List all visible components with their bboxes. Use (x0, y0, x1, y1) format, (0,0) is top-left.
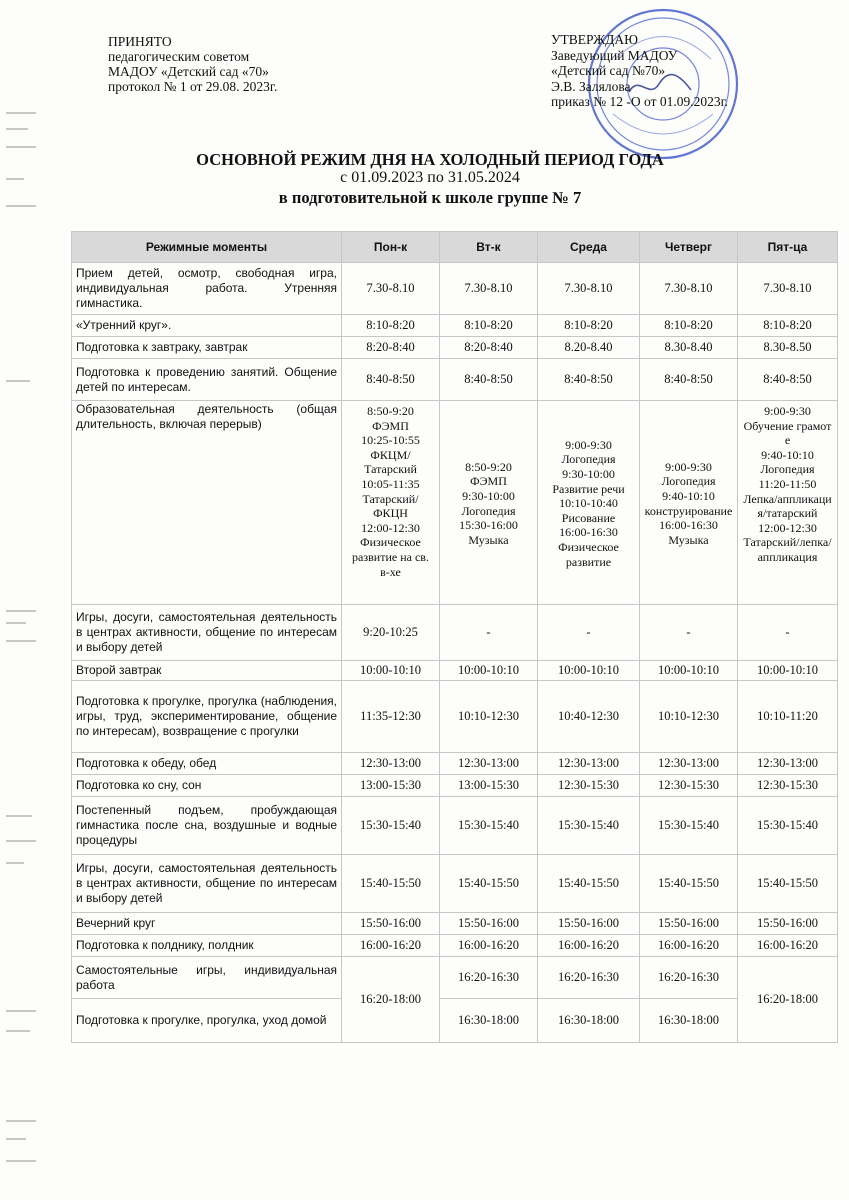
table-row (72, 999, 838, 1043)
time-cell: 8:40-8:50 (640, 359, 738, 401)
moment-cell: Подготовка ко сну, сон (72, 775, 342, 797)
time-cell: 7.30-8.10 (440, 263, 538, 315)
header-cell-friday: Пят-ца (738, 232, 838, 263)
time-cell: 8.30-8.40 (640, 337, 738, 359)
time-cell: 15:40-15:50 (440, 855, 538, 913)
moment-cell: Постепенный подъем, пробуждающая гимнастика после сна, воздушные и водные процедуры (72, 797, 342, 855)
title-group: в подготовительной к школе группе № 7 (278, 188, 582, 207)
approval-line: МАДОУ «Детский сад «70» (108, 64, 269, 79)
table-row (72, 661, 838, 681)
time-cell: 8:10-8:20 (738, 315, 838, 337)
time-cell: 7.30-8.10 (738, 263, 838, 315)
confirmation-line: приказ № 12 -О от 01.09.2023г. (551, 94, 728, 109)
time-cell: 8:20-8:40 (440, 337, 538, 359)
moment-cell: Прием детей, осмотр, свободная игра, индивидуальная работа. Утренняя гимнастика. (72, 263, 342, 315)
moment-cell: Образовательная деятельность (общая длительность, включая перерыв) (72, 401, 342, 605)
time-cell: 13:00-15:30 (440, 775, 538, 797)
time-cell: 16:00-16:20 (440, 935, 538, 957)
time-cell: 7.30-8.10 (538, 263, 640, 315)
time-cell: - (640, 605, 738, 661)
education-cell: 8:50-9:20 ФЭМП 9:30-10:00 Логопедия 15:30-16:00 Музыка (440, 401, 538, 605)
time-cell: 15:30-15:40 (640, 797, 738, 855)
moment-cell: Подготовка к завтраку, завтрак (72, 337, 342, 359)
table-row (72, 359, 838, 401)
moment-cell: Подготовка к полднику, полдник (72, 935, 342, 957)
time-cell: 10:00-10:10 (440, 661, 538, 681)
approval-line: ПРИНЯТО (108, 34, 172, 49)
table-row (72, 401, 838, 605)
time-cell: 7.30-8.10 (640, 263, 738, 315)
header-cell-wednesday: Среда (538, 232, 640, 263)
time-cell: 9:20-10:25 (342, 605, 440, 661)
time-cell: 15:40-15:50 (538, 855, 640, 913)
time-cell: 8:10-8:20 (440, 315, 538, 337)
table-row (72, 797, 838, 855)
table-row (72, 315, 838, 337)
approval-line: протокол № 1 от 29.08. 2023г. (108, 79, 278, 94)
time-cell: 16:20-16:30 (640, 957, 738, 999)
time-cell: 12:30-13:00 (640, 753, 738, 775)
time-cell: 15:30-15:40 (538, 797, 640, 855)
time-cell: 16:00-16:20 (342, 935, 440, 957)
time-cell: 12:30-13:00 (738, 753, 838, 775)
time-cell: 10:00-10:10 (640, 661, 738, 681)
moment-cell: Самостоятельные игры, индивидуальная работа (72, 957, 342, 999)
time-cell: 8:20-8:40 (342, 337, 440, 359)
header-cell-monday: Пон-к (342, 232, 440, 263)
time-cell: 16:20-16:30 (538, 957, 640, 999)
confirmation-line: Э.В. Залялова (551, 78, 631, 94)
time-cell: 16:00-16:20 (538, 935, 640, 957)
moment-cell: Подготовка к прогулке, прогулка (наблюдения, игры, труд, экспериментирование, общение по интересам), возвращение с прогулки (72, 681, 342, 753)
time-cell: 15:50-16:00 (738, 913, 838, 935)
time-cell: - (738, 605, 838, 661)
time-cell: 15:40-15:50 (640, 855, 738, 913)
time-cell: 12:30-13:00 (440, 753, 538, 775)
moment-cell: Подготовка к проведению занятий. Общение детей по интересам. (72, 359, 342, 401)
time-cell: 11:35-12:30 (342, 681, 440, 753)
time-cell: 8:10-8:20 (342, 315, 440, 337)
merged-time-cell-monday: 16:20-18:00 (342, 957, 440, 1043)
approval-line: педагогическим советом (108, 49, 250, 64)
moment-cell: Подготовка к прогулке, прогулка, уход домой (72, 999, 342, 1043)
header-cell-moments: Режимные моменты (72, 232, 342, 263)
moment-cell: «Утренний круг». (72, 315, 342, 337)
time-cell: 8.30-8.50 (738, 337, 838, 359)
moment-cell: Игры, досуги, самостоятельная деятельность в центрах активности, общение по интересам и выбору детей (72, 605, 342, 661)
approval-block (108, 34, 277, 94)
header-cell-tuesday: Вт-к (440, 232, 538, 263)
time-cell: 15:50-16:00 (538, 913, 640, 935)
table-row (72, 957, 838, 999)
time-cell: 8:10-8:20 (538, 315, 640, 337)
title-dates: с 01.09.2023 по 31.05.2024 (340, 169, 520, 186)
table-row (72, 775, 838, 797)
time-cell: 12:30-15:30 (738, 775, 838, 797)
education-cell: 9:00-9:30 Логопедия 9:40-10:10 конструирование 16:00-16:30 Музыка (640, 401, 738, 605)
time-cell: 12:30-15:30 (640, 775, 738, 797)
table-header-row (72, 232, 838, 263)
time-cell: 8:40-8:50 (538, 359, 640, 401)
time-cell: 12:30-15:30 (538, 775, 640, 797)
education-cell: 9:00-9:30 Обучение грамоте 9:40-10:10 Логопедия 11:20-11:50 Лепка/аппликация/татарский 12:00-12:30 Татарский/лепка/аппликация (738, 401, 838, 605)
time-cell: 16:00-16:20 (738, 935, 838, 957)
time-cell: 12:30-13:00 (538, 753, 640, 775)
confirmation-line: УТВЕРЖДАЮ (551, 32, 639, 47)
time-cell: 8:40-8:50 (440, 359, 538, 401)
table-row (72, 855, 838, 913)
merged-time-cell-friday: 16:20-18:00 (738, 957, 838, 1043)
table-row (72, 681, 838, 753)
schedule-table (71, 231, 838, 1043)
table-row (72, 263, 838, 315)
time-cell: 15:40-15:50 (738, 855, 838, 913)
time-cell: 8.20-8.40 (538, 337, 640, 359)
table-row (72, 337, 838, 359)
table-row (72, 753, 838, 775)
document-title (120, 150, 740, 208)
time-cell: 15:40-15:50 (342, 855, 440, 913)
time-cell: 16:30-18:00 (440, 999, 538, 1043)
time-cell: 16:30-18:00 (538, 999, 640, 1043)
confirmation-line: «Детский сад №70» (551, 63, 666, 78)
time-cell: 15:30-15:40 (342, 797, 440, 855)
moment-cell: Подготовка к обеду, обед (72, 753, 342, 775)
time-cell: 16:30-18:00 (640, 999, 738, 1043)
table-row (72, 605, 838, 661)
time-cell: - (440, 605, 538, 661)
moment-cell: Второй завтрак (72, 661, 342, 681)
time-cell: 16:20-16:30 (440, 957, 538, 999)
time-cell: 15:50-16:00 (440, 913, 538, 935)
header-cell-thursday: Четверг (640, 232, 738, 263)
scan-edge-artifact (0, 0, 45, 1200)
time-cell: 7.30-8.10 (342, 263, 440, 315)
time-cell: 8:40-8:50 (342, 359, 440, 401)
time-cell: 10:40-12:30 (538, 681, 640, 753)
time-cell: 8:10-8:20 (640, 315, 738, 337)
time-cell: 13:00-15:30 (342, 775, 440, 797)
time-cell: 10:10-12:30 (640, 681, 738, 753)
confirmation-block (551, 32, 728, 110)
time-cell: 8:40-8:50 (738, 359, 838, 401)
moment-cell: Вечерний круг (72, 913, 342, 935)
moment-cell: Игры, досуги, самостоятельная деятельность в центрах активности, общение по интересам и выбору детей (72, 855, 342, 913)
time-cell: 12:30-13:00 (342, 753, 440, 775)
time-cell: 10:10-12:30 (440, 681, 538, 753)
time-cell: 15:30-15:40 (440, 797, 538, 855)
time-cell: 16:00-16:20 (640, 935, 738, 957)
table-row (72, 935, 838, 957)
confirmation-line: Заведующий МАДОУ (551, 47, 678, 63)
time-cell: 10:00-10:10 (342, 661, 440, 681)
education-cell: 9:00-9:30 Логопедия 9:30-10:00 Развитие речи 10:10-10:40 Рисование 16:00-16:30 Физическое развитие (538, 401, 640, 605)
time-cell: - (538, 605, 640, 661)
time-cell: 10:00-10:10 (738, 661, 838, 681)
table-row (72, 913, 838, 935)
title-main: ОСНОВНОЙ РЕЖИМ ДНЯ НА ХОЛОДНЫЙ ПЕРИОД ГОДА (196, 150, 664, 169)
education-cell: 8:50-9:20 ФЭМП 10:25-10:55 ФКЦМ/ Татарский 10:05-11:35 Татарский/ ФКЦН 12:00-12:30 Физическое развитие на св. в-хе (342, 401, 440, 605)
time-cell: 15:30-15:40 (738, 797, 838, 855)
time-cell: 10:10-11:20 (738, 681, 838, 753)
time-cell: 10:00-10:10 (538, 661, 640, 681)
time-cell: 15:50-16:00 (640, 913, 738, 935)
time-cell: 15:50-16:00 (342, 913, 440, 935)
